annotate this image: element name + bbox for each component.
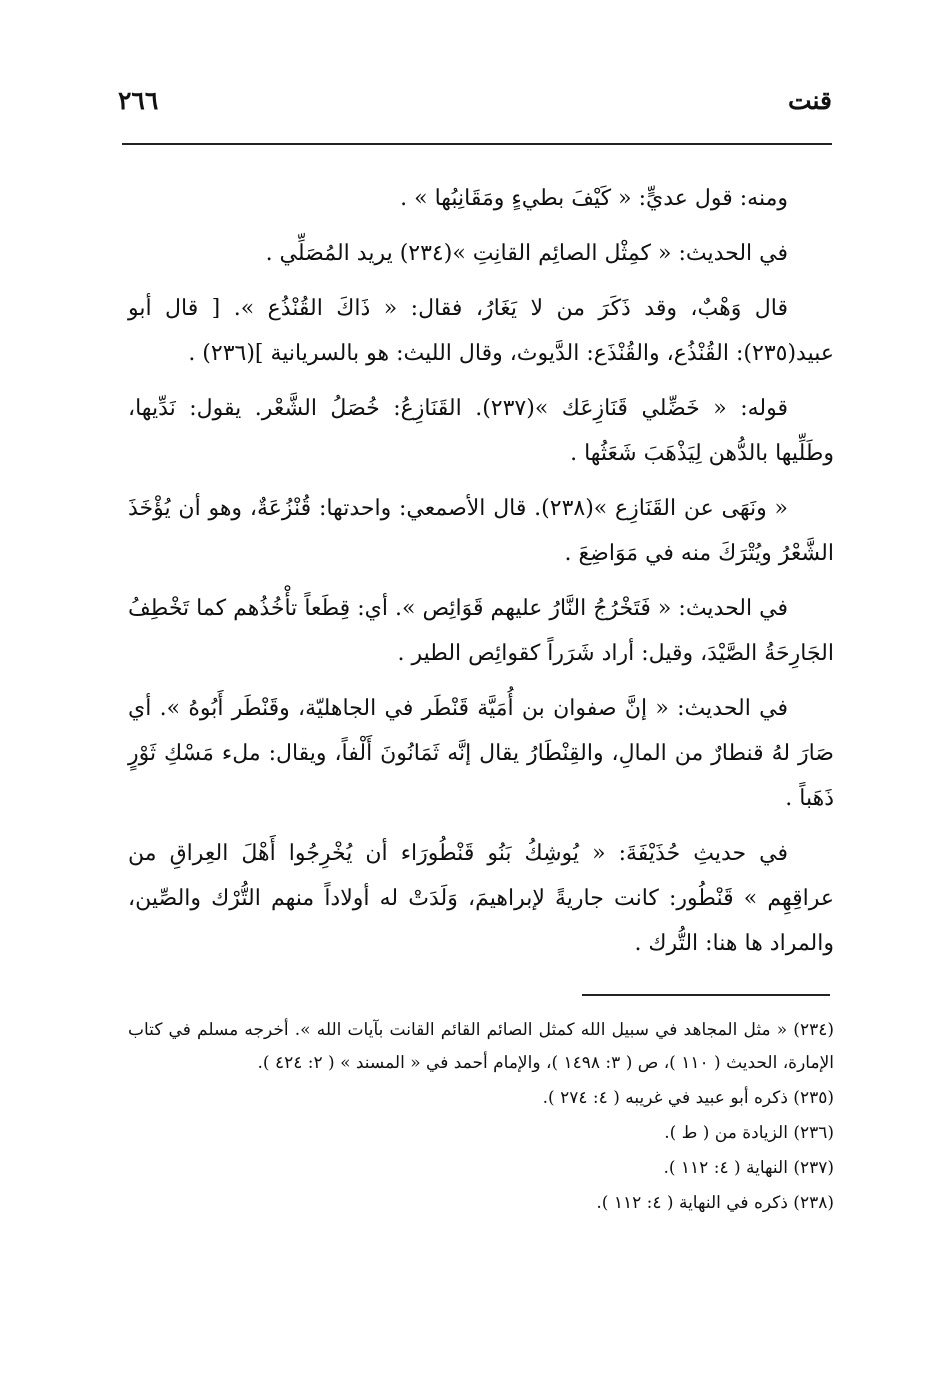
footnotes (128, 1014, 834, 1222)
paragraph: في الحديث: « فَتَخْرُجُ النَّارُ عليهم قَوَائِص ». أي: قِطَعاً تأْخُذُهم كما تَخْطِفُ الجَارِحَةُ الصَّيْدَ، وقيل: أراد شَرَراً كقوائِص الطير . (128, 596, 834, 666)
footnote: (٢٣٧) النهاية ( ٤: ١١٢ ). (663, 1158, 834, 1178)
footnote: (٢٣٦) الزيادة من ( ط ). (664, 1123, 834, 1143)
page-number: ٢٦٦ (118, 86, 159, 115)
footnote: (٢٣٥) ذكره أبو عبيد في غريبه ( ٤: ٢٧٤ ). (542, 1088, 834, 1108)
footnote: (٢٣٨) ذكره في النهاية ( ٤: ١١٢ ). (596, 1193, 834, 1213)
footnote-rule (582, 994, 830, 996)
paragraph: قال وَهْبٌ، وقد ذَكَرَ من لا يَغَارُ، فقال: « ذَاكَ القُنْذُع ». [ قال أبو عبيد(٢٣٥): القُنْذُع، والقُنْذَع: الدَّيوث، وقال الليث: هو بالسريانية ](٢٣٦) . (128, 296, 834, 366)
page-header (118, 86, 832, 126)
running-title: قنت (787, 86, 832, 115)
paragraph: قوله: « خَضِّلي قَنَازِعَك »(٢٣٧). القَنَازِعُ: خُصَلُ الشَّعْر. يقول: نَدِّيها، وطَلِّيها بالدُّهن لِيَذْهَبَ شَعَثُها . (128, 396, 834, 466)
paragraph: « ونَهَى عن القَنَازِع »(٢٣٨). قال الأصمعي: واحدتها: قُنْزُعَةٌ، وهو أن يُؤْخَذَ الشَّعْرُ ويُتْرَكَ منه في مَوَاضِعَ . (128, 496, 834, 566)
paragraph: ومنه: قول عديٍّ: « كَيْفَ بطيءٍ ومَقَانِبُها » . (400, 186, 788, 211)
footnote: (٢٣٤) « مثل المجاهد في سبيل الله كمثل الصائم القائم القانت بآيات الله ». أخرجه مسلم في كتاب الإمارة، الحديث ( ١١٠ )، ص ( ٣: ١٤٩٨ )، والإمام أحمد في « المسند » ( ٢: ٤٢٤ ). (128, 1020, 834, 1073)
paragraph: في الحديث: « إنَّ صفوان بن أُمَيَّة قَنْطَر في الجاهليّة، وقَنْطَر أَبُوهُ ». أي صَارَ لهُ قنطارٌ من المالِ، والقِنْطَارُ يقال إنَّه ثَمَانُونَ أَلْفاً، ويقال: ملء مَسْكِ ثَوْرٍ ذَهَباً . (128, 696, 834, 811)
body-text (128, 176, 834, 976)
header-rule (122, 143, 832, 145)
paragraph: في حديثِ حُذَيْفَةَ: « يُوشِكُ بَنُو قَنْطُورَاء أن يُخْرِجُوا أَهْلَ العِراقِ من عراقِهِم » قَنْطُور: كانت جاريةً لإبراهيمَ، وَلَدَتْ له أولاداً منهم التُّرْك والصِّين، والمراد ها هنا: التُّرك . (128, 841, 834, 956)
paragraph: في الحديث: « كمِثْل الصائِم القانِتِ »(٢٣٤) يريد المُصَلِّي . (265, 241, 788, 266)
